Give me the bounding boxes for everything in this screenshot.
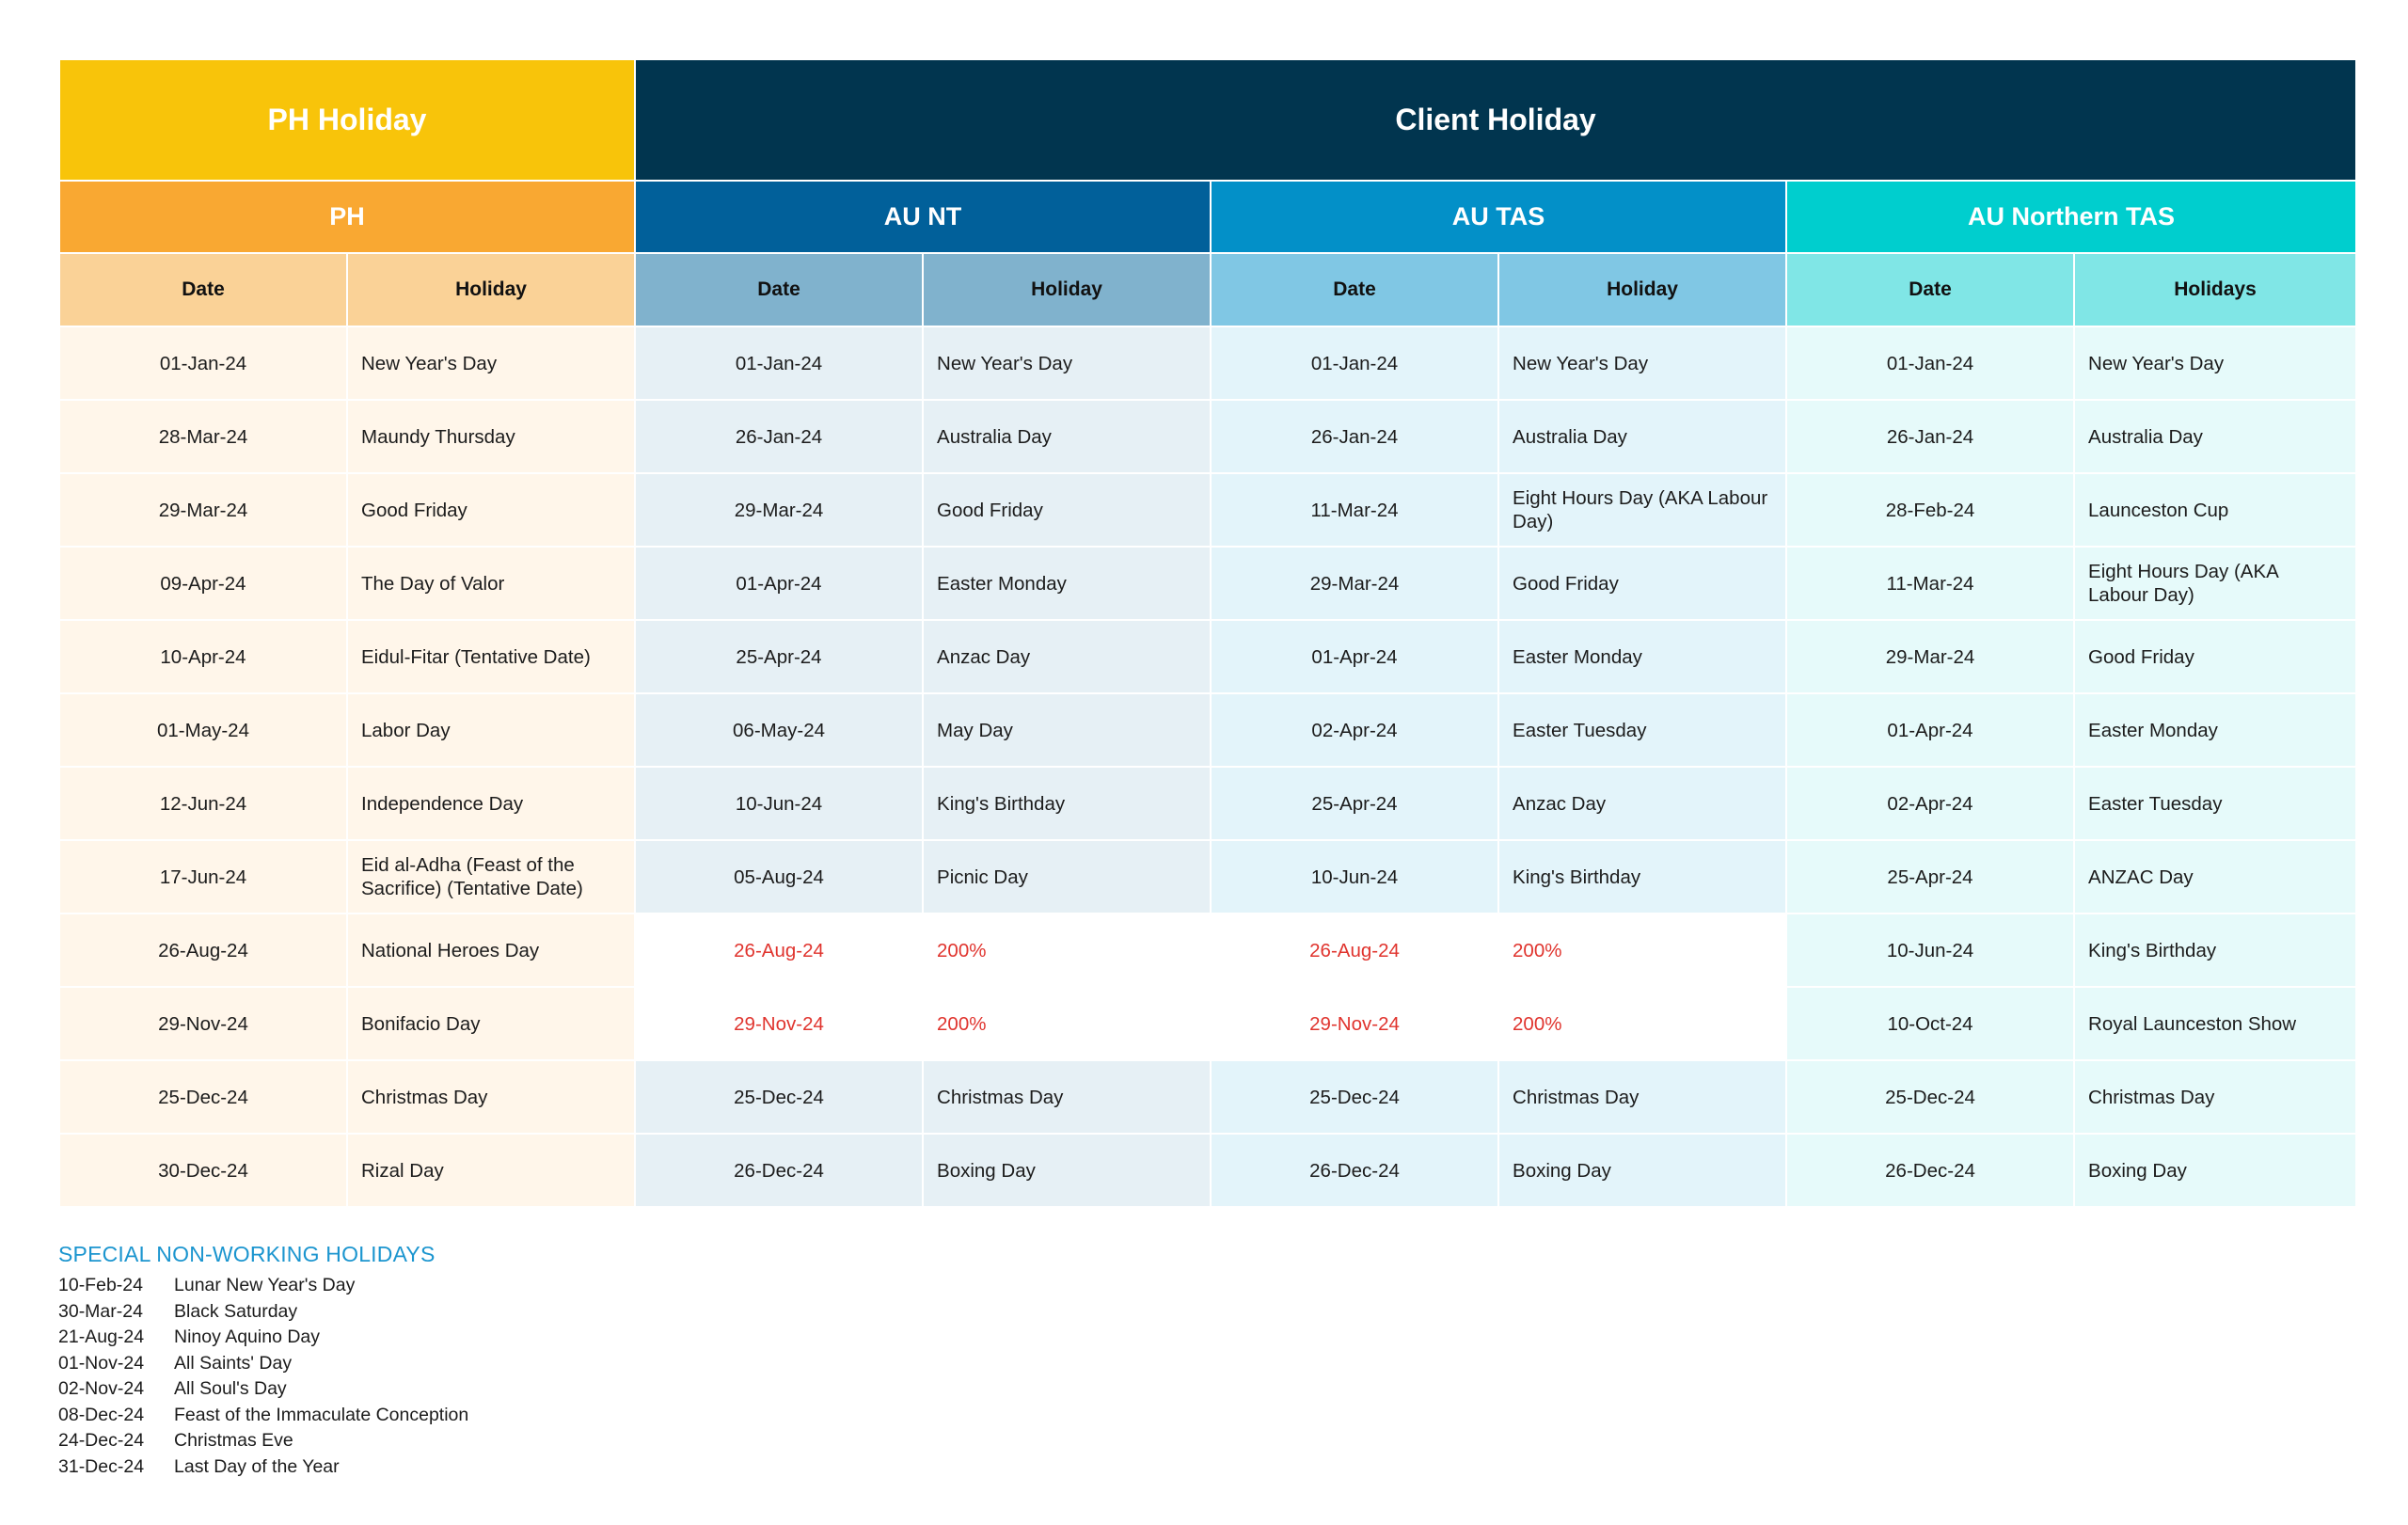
column-header-tas-holiday: Holiday (1498, 253, 1786, 326)
ph-date-cell: 29-Nov-24 (59, 987, 347, 1060)
region-header-au-nt: AU NT (635, 181, 1211, 253)
ph-date-cell: 09-Apr-24 (59, 547, 347, 620)
nt-holiday-cell: Boxing Day (923, 1134, 1211, 1207)
special-holidays-list (58, 1273, 468, 1480)
tas-date-cell: 25-Apr-24 (1211, 767, 1498, 840)
ntas-holiday-cell: Boxing Day (2074, 1134, 2356, 1207)
ph-holiday-cell: National Heroes Day (347, 913, 635, 987)
tas-date-cell: 29-Nov-24 (1211, 987, 1498, 1060)
nt-holiday-cell: May Day (923, 693, 1211, 767)
special-holiday-name: Christmas Eve (174, 1430, 293, 1451)
ph-date-cell: 28-Mar-24 (59, 400, 347, 473)
column-header-ph-holiday: Holiday (347, 253, 635, 326)
list-item (58, 1454, 468, 1481)
ntas-holiday-cell: Eight Hours Day (AKA Labour Day) (2074, 547, 2356, 620)
nt-holiday-cell: Good Friday (923, 473, 1211, 547)
list-item (58, 1273, 468, 1299)
special-holiday-name: Last Day of the Year (174, 1455, 340, 1477)
nt-date-cell: 26-Dec-24 (635, 1134, 923, 1207)
ntas-date-cell: 11-Mar-24 (1786, 547, 2074, 620)
nt-holiday-cell: Australia Day (923, 400, 1211, 473)
ntas-date-cell: 10-Oct-24 (1786, 987, 2074, 1060)
nt-date-cell: 29-Mar-24 (635, 473, 923, 547)
special-holiday-name: Feast of the Immaculate Conception (174, 1404, 469, 1425)
tas-date-cell: 26-Jan-24 (1211, 400, 1498, 473)
holiday-table (58, 58, 2357, 1208)
ph-holiday-cell: Labor Day (347, 693, 635, 767)
list-item (58, 1428, 468, 1454)
nt-date-cell: 05-Aug-24 (635, 840, 923, 913)
list-item (58, 1325, 468, 1351)
ntas-holiday-cell: Christmas Day (2074, 1060, 2356, 1134)
ph-date-cell: 12-Jun-24 (59, 767, 347, 840)
table-row (59, 840, 2356, 913)
ntas-date-cell: 26-Dec-24 (1786, 1134, 2074, 1207)
table-row (59, 913, 2356, 987)
tas-date-cell: 01-Apr-24 (1211, 620, 1498, 693)
ph-holiday-cell: New Year's Day (347, 326, 635, 400)
tas-date-cell: 01-Jan-24 (1211, 326, 1498, 400)
special-holiday-name: Ninoy Aquino Day (174, 1326, 321, 1347)
table-row (59, 620, 2356, 693)
ph-holiday-cell: Rizal Day (347, 1134, 635, 1207)
tas-holiday-cell: Australia Day (1498, 400, 1786, 473)
tas-holiday-cell: Good Friday (1498, 547, 1786, 620)
list-item (58, 1299, 468, 1326)
column-header-nt-holiday: Holiday (923, 253, 1211, 326)
ntas-holiday-cell: Australia Day (2074, 400, 2356, 473)
table-row (59, 400, 2356, 473)
ph-holiday-cell: Eid al-Adha (Feast of the Sacrifice) (Tentative Date) (347, 840, 635, 913)
ph-holiday-cell: Good Friday (347, 473, 635, 547)
nt-holiday-cell: New Year's Day (923, 326, 1211, 400)
ntas-holiday-cell: New Year's Day (2074, 326, 2356, 400)
nt-date-cell: 01-Jan-24 (635, 326, 923, 400)
ntas-date-cell: 02-Apr-24 (1786, 767, 2074, 840)
nt-holiday-cell: Christmas Day (923, 1060, 1211, 1134)
ntas-date-cell: 25-Apr-24 (1786, 840, 2074, 913)
nt-date-cell: 26-Aug-24 (635, 913, 923, 987)
special-holiday-date: 01-Nov-24 (58, 1352, 145, 1374)
special-holiday-date: 02-Nov-24 (58, 1378, 145, 1399)
ntas-holiday-cell: ANZAC Day (2074, 840, 2356, 913)
column-header-nt-date: Date (635, 253, 923, 326)
list-item (58, 1403, 468, 1429)
table-row (59, 1060, 2356, 1134)
column-header-ntas-date: Date (1786, 253, 2074, 326)
tas-holiday-cell: King's Birthday (1498, 840, 1786, 913)
nt-date-cell: 29-Nov-24 (635, 987, 923, 1060)
nt-date-cell: 06-May-24 (635, 693, 923, 767)
tas-date-cell: 25-Dec-24 (1211, 1060, 1498, 1134)
nt-date-cell: 25-Apr-24 (635, 620, 923, 693)
nt-date-cell: 25-Dec-24 (635, 1060, 923, 1134)
tas-holiday-cell: Christmas Day (1498, 1060, 1786, 1134)
special-holiday-date: 24-Dec-24 (58, 1430, 145, 1451)
ntas-holiday-cell: Good Friday (2074, 620, 2356, 693)
ntas-date-cell: 26-Jan-24 (1786, 400, 2074, 473)
ntas-date-cell: 01-Jan-24 (1786, 326, 2074, 400)
special-holiday-name: All Soul's Day (174, 1378, 287, 1399)
tas-holiday-cell: Eight Hours Day (AKA Labour Day) (1498, 473, 1786, 547)
tas-holiday-cell: Easter Tuesday (1498, 693, 1786, 767)
special-holiday-date: 10-Feb-24 (58, 1275, 143, 1295)
ph-date-cell: 01-May-24 (59, 693, 347, 767)
column-header-ntas-holidays: Holidays (2074, 253, 2356, 326)
list-item (58, 1376, 468, 1403)
ntas-holiday-cell: Easter Tuesday (2074, 767, 2356, 840)
ph-holiday-cell: Christmas Day (347, 1060, 635, 1134)
special-holiday-name: All Saints' Day (174, 1352, 293, 1374)
ph-holiday-cell: The Day of Valor (347, 547, 635, 620)
column-header-ph-date: Date (59, 253, 347, 326)
nt-holiday-cell: Anzac Day (923, 620, 1211, 693)
nt-holiday-cell: Easter Monday (923, 547, 1211, 620)
list-item (58, 1351, 468, 1377)
column-header-tas-date: Date (1211, 253, 1498, 326)
ph-date-cell: 17-Jun-24 (59, 840, 347, 913)
ntas-date-cell: 29-Mar-24 (1786, 620, 2074, 693)
ph-date-cell: 30-Dec-24 (59, 1134, 347, 1207)
tas-holiday-cell: New Year's Day (1498, 326, 1786, 400)
nt-date-cell: 01-Apr-24 (635, 547, 923, 620)
ph-holiday-cell: Independence Day (347, 767, 635, 840)
ntas-date-cell: 10-Jun-24 (1786, 913, 2074, 987)
ph-date-cell: 29-Mar-24 (59, 473, 347, 547)
special-holiday-name: Black Saturday (174, 1300, 298, 1322)
ph-holiday-cell: Bonifacio Day (347, 987, 635, 1060)
tas-date-cell: 02-Apr-24 (1211, 693, 1498, 767)
tas-holiday-cell: Boxing Day (1498, 1134, 1786, 1207)
nt-date-cell: 26-Jan-24 (635, 400, 923, 473)
region-header-ph: PH (59, 181, 635, 253)
tas-date-cell: 26-Aug-24 (1211, 913, 1498, 987)
special-holiday-name: Lunar New Year's Day (174, 1275, 356, 1295)
ph-date-cell: 01-Jan-24 (59, 326, 347, 400)
ntas-holiday-cell: King's Birthday (2074, 913, 2356, 987)
special-holidays-title: SPECIAL NON-WORKING HOLIDAYS (58, 1242, 436, 1266)
ph-holiday-banner: PH Holiday (59, 59, 635, 181)
client-holiday-banner: Client Holiday (635, 59, 2356, 181)
tas-date-cell: 26-Dec-24 (1211, 1134, 1498, 1207)
table-row (59, 326, 2356, 400)
nt-holiday-cell: King's Birthday (923, 767, 1211, 840)
ntas-holiday-cell: Launceston Cup (2074, 473, 2356, 547)
ntas-date-cell: 01-Apr-24 (1786, 693, 2074, 767)
special-holiday-date: 08-Dec-24 (58, 1404, 145, 1425)
nt-holiday-cell: 200% (923, 913, 1211, 987)
table-row (59, 473, 2356, 547)
nt-holiday-cell: 200% (923, 987, 1211, 1060)
nt-date-cell: 10-Jun-24 (635, 767, 923, 840)
region-header-au-tas: AU TAS (1211, 181, 1786, 253)
tas-holiday-cell: Anzac Day (1498, 767, 1786, 840)
special-holiday-date: 31-Dec-24 (58, 1455, 145, 1477)
table-row (59, 547, 2356, 620)
ph-holiday-cell: Maundy Thursday (347, 400, 635, 473)
tas-date-cell: 10-Jun-24 (1211, 840, 1498, 913)
ntas-date-cell: 25-Dec-24 (1786, 1060, 2074, 1134)
ph-date-cell: 26-Aug-24 (59, 913, 347, 987)
nt-holiday-cell: Picnic Day (923, 840, 1211, 913)
tas-holiday-cell: 200% (1498, 987, 1786, 1060)
ntas-holiday-cell: Easter Monday (2074, 693, 2356, 767)
special-holiday-date: 30-Mar-24 (58, 1300, 143, 1322)
tas-holiday-cell: 200% (1498, 913, 1786, 987)
tas-date-cell: 11-Mar-24 (1211, 473, 1498, 547)
ph-date-cell: 10-Apr-24 (59, 620, 347, 693)
ph-holiday-cell: Eidul-Fitar (Tentative Date) (347, 620, 635, 693)
table-body (59, 326, 2356, 1207)
ntas-holiday-cell: Royal Launceston Show (2074, 987, 2356, 1060)
special-holiday-date: 21-Aug-24 (58, 1326, 145, 1347)
table-row (59, 767, 2356, 840)
special-holidays-section (58, 1242, 468, 1480)
tas-holiday-cell: Easter Monday (1498, 620, 1786, 693)
tas-date-cell: 29-Mar-24 (1211, 547, 1498, 620)
region-header-au-northern-tas: AU Northern TAS (1786, 181, 2356, 253)
table-row (59, 1134, 2356, 1207)
table-row (59, 693, 2356, 767)
table-row (59, 987, 2356, 1060)
ph-date-cell: 25-Dec-24 (59, 1060, 347, 1134)
ntas-date-cell: 28-Feb-24 (1786, 473, 2074, 547)
